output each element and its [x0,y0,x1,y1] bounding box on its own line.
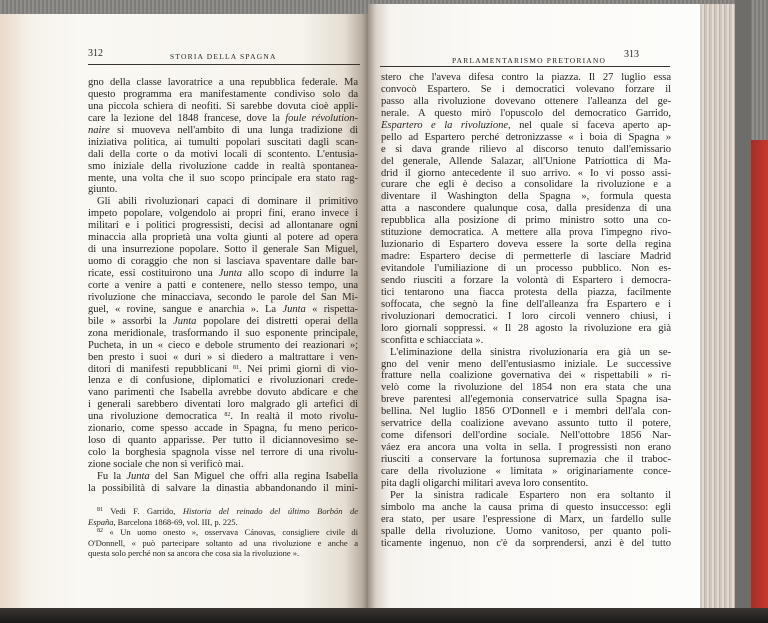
footnote-ref: 82 [224,412,231,419]
text-run: luzionario di Espartero doveva essere la sorte della regina [381,239,671,251]
book-edge-shadow [735,0,751,610]
text-line [381,514,671,526]
text-line [88,101,358,113]
text-run: zionario, come spesso accade in Spagna, fu meno perico- [88,423,358,435]
text-run: sendo riusciti a forzare la volontà di Espartero i democra- [381,274,671,286]
text-line [381,120,671,132]
text-run: , nel quale si faceva aperto ap- [507,119,671,131]
text-run: O'Donnell, « può partecipare soltanto ad una rivoluzione e anche a [88,537,358,548]
text-line [381,168,671,180]
text-line [88,411,358,423]
text-line [88,196,358,208]
text-run: giunto. [88,184,118,196]
italic-text: España [88,516,114,527]
text-run: sconfitta e schiacciata ». [381,334,484,346]
italic-text: Historia del reinado del último Borbón de [182,506,358,516]
text-run: ticamente ingenuo, non c'è da sorprendersi, anzi è del tutto [381,537,671,549]
text-run: spalle della rivoluzione. Uomo vanitoso, per quanto poli- [381,525,671,537]
text-run: convocò Espartero. Se i democratici volevano forzare il [381,83,671,95]
text-run: bellina. Nel luglio 1856 O'Donnell e i membri dell'ala con- [381,406,671,418]
text-run: diventare il Washington della Spagna », formula questa [381,191,671,203]
text-line [381,299,671,311]
italic-text: Espartero e la rivoluzione [381,119,508,131]
text-line [88,268,358,280]
bottom-shadow [0,608,768,623]
text-run: gno della classe lavoratrice a una repubblica federale. Ma [88,77,358,88]
text-line [381,215,671,227]
text-run: rivoluzione che minacciava, secondo le parole del San Mi- [88,291,358,303]
text-line [381,156,671,168]
right-header-rule [380,66,670,67]
text-line [381,179,671,191]
text-run: impeto popolare, volgendolo ai propri fini, erano invece i [88,208,358,220]
text-run: evitandole l'umiliazione di un processo pubblico. Non es- [381,263,671,274]
text-line [88,184,358,196]
text-line [88,173,358,185]
text-line [381,406,671,418]
text-run: nerale. A questo mirò l'opuscolo del democratico Garrido, [381,107,671,119]
text-run: guel, « rovine, sangue e anarchia ». La [88,303,283,315]
text-line [381,84,671,96]
left-running-head: STORIA DELLA SPAGNA [170,52,277,61]
text-line [381,478,671,490]
text-line [88,149,358,161]
text-run: i generali sarebbero diventati loro malgrado gli artefici di [88,399,358,411]
left-footnotes [88,506,358,559]
text-run: Fu la [97,470,127,482]
text-line [381,454,671,466]
text-run: era stato, per usare l'espressione di Marx, un fardello sulle [381,513,671,525]
text-line [381,132,671,144]
text-line [88,364,358,376]
text-run: tici tentarono una fiacca protesta della piazza, facilmente [381,286,671,298]
text-run: iniziativa politica, ai tumulti popolari suscitati dagli scan- [88,136,358,148]
text-line [381,335,671,347]
right-body-text [381,72,671,550]
text-line [88,232,358,244]
text-line [381,287,671,299]
footnote-ref: 82 [97,528,103,535]
footnote-ref: 81 [233,364,239,371]
text-run: questa solo perché non sa ancora che cosa sia la rivoluzione ». [88,548,300,559]
footnote-line [88,506,358,517]
text-run: rivoluzionari democratici. I loro circoli vennero chiusi, i [381,310,671,322]
italic-text: Junta [126,470,150,482]
text-line [381,442,671,454]
text-run: repubblica alla posizione di primo ministro sotto una co- [381,215,671,227]
text-run: ben presto i suoi « duri » si diedero a maltrattare i ven- [88,351,358,363]
footnote-line [88,538,358,549]
text-line [88,340,358,352]
text-run: váez era ancora una volta in sella. I progressisti non erano [381,442,671,454]
text-run: questo programma era manifestamente condiviso solo da [88,88,358,100]
text-run: drid il giorno antecedente il suo arrivo. « Io vi posso assi- [381,167,671,179]
text-line [88,208,358,220]
text-line [88,113,358,125]
text-run: pita dagli oligarchi militari aveva loro consentito. [381,477,589,489]
text-run: loso di quanto apparisse. Per tutto il diciannovesimo se- [88,435,358,447]
text-line [381,96,671,108]
text-run: , Barcelona 1868-69, vol. III, p. 225. [113,516,238,527]
page-stack-edge [700,4,735,610]
text-line [88,375,358,387]
text-line [381,72,671,84]
text-run: smo iniziale della rivoluzione cadde in realtà spontanea- [88,160,358,172]
text-line [88,220,358,232]
italic-text: Junta [173,315,197,327]
text-line [381,538,671,550]
text-run: uomo di coraggio che non si lasciava spaventare dalle bar- [88,256,358,268]
text-run: riusciti a conservare la fortunosa supremazia che il traboc- [381,454,671,465]
text-run: loro giornali soppressi. « Il 28 agosto la rivoluzione era già [381,322,671,334]
text-line [381,430,671,442]
footnote-line [88,527,358,538]
text-run: come difensori dell'ordine sociale. Nell'ottobre 1856 Nar- [381,430,671,442]
text-run: si muoveva nell'ambito di una lunga tradizione di [109,124,358,136]
text-run: pello ad Espartero perché detronizzasse « i boia di Spagna » [381,131,671,143]
text-run: e si dava grande rilievo al discorso tenuto dall'emissario [381,143,671,155]
text-line [381,466,671,478]
text-run: « rispetta- [305,303,358,315]
text-line [88,483,358,495]
text-line [381,239,671,251]
text-line [381,347,671,359]
italic-text: Junta [282,303,306,315]
text-run: « Un uomo onesto », osservava Cánovas, consigliere civile di [102,527,358,538]
text-run: una rivoluzione democratica [88,411,225,423]
text-line [381,418,671,430]
text-run: una piccola schiera di neofiti. Si sarebbe dovuta cioè appli- [88,100,358,112]
book-cover-edge [751,140,768,610]
text-run: . Nei primi giorni di vio- [238,363,358,375]
text-line [381,191,671,203]
text-line [381,108,671,120]
text-run: stituzione democratica. A mettere alla prova l'impegno rivo- [381,227,671,239]
left-header-rule [88,64,360,65]
text-run: atta a nascondere qualunque cosa, dalla presidenza di una [381,203,671,215]
text-run: gno del venir meno dell'entusiasmo iniziale. Le successive [381,358,671,370]
text-run: mente, una volta che il suo scopo principale era stato rag- [88,172,358,184]
text-line [88,256,358,268]
text-run: di una insurrezione popolare. Sotto il generale San Miguel, [88,244,358,256]
text-run: madre: Espartero decise di permetterle di lasciare Madrid [381,251,671,263]
text-run: zione sociale che non si verificò mai. [88,459,244,470]
text-line [381,502,671,514]
text-run: Vedi F. Garrido, [102,506,183,516]
text-run: . In realtà il moto rivolu- [230,411,358,423]
text-run: Per la sinistra radicale Espartero non era soltanto il [390,489,671,501]
text-line [88,399,358,411]
italic-text: naire [88,124,110,136]
text-line [381,227,671,239]
text-run: curare che egli è deciso a consolidare la rivoluzione e a [381,179,671,191]
footnote-ref: 81 [97,507,103,513]
text-run: Gli abili rivoluzionari capaci di dominare il primitivo [97,196,358,208]
text-line [381,251,671,263]
text-run: ricate, essi costituirono una [88,268,219,279]
text-line [381,311,671,323]
text-run: servatrice della coalizione avevano assunto tutto il potere, [381,418,671,430]
text-run: zona meridionale, trasformando il suo esponente principale, [88,327,358,339]
text-line [88,125,358,137]
text-line [88,280,358,292]
text-line [88,387,358,399]
text-run: passo alla rivoluzione dovevano ottenere l'alleanza del ge- [381,95,671,107]
text-line [88,447,358,459]
text-run: ditori di manifesti repubblicani [88,363,234,375]
text-run: simbolo ma anche la causa prima di questo insuccesso: egli [381,501,671,513]
text-line [88,77,358,89]
text-run: L'eliminazione della sinistra rivoluzionaria era già un se- [390,346,671,358]
italic-text: foule révolution- [285,112,358,124]
text-line [381,490,671,502]
text-line [88,304,358,316]
text-line [88,471,358,483]
left-body-text [88,77,358,495]
text-run: lenza e di confusione, diplomatici e rivoluzionari crede- [88,375,358,387]
text-run: fratture nella coalizione governativa dei « rispettabili » ri- [381,370,671,382]
text-line [88,89,358,101]
right-running-head: PARLAMENTARISMO PRETORIANO [452,56,607,65]
text-run: Pucheta, in un « cieco e debole strumento dei reazionari »; [88,339,358,351]
text-run: colo la borghesia spagnola visse nel terrore di una rivolu- [88,447,358,459]
text-line [88,328,358,340]
text-line [88,352,358,364]
text-run: breve parentesi all'egemonia conservatrice sulla Spagna isa- [381,394,671,406]
text-line [381,263,671,275]
text-run: del generale, Allende Salazar, all'Unione Patriottica di Ma- [381,155,671,167]
text-line [88,161,358,173]
text-run: corte a venire a patti e contenere, nello stesso tempo, una [88,279,358,291]
text-line [88,423,358,435]
text-run: care la lezione del 1848 francese, dove la [88,112,286,124]
text-line [88,459,358,471]
text-line [381,370,671,382]
text-run: bile » assorbì la [88,315,174,327]
text-line [381,359,671,371]
footnote-line [88,517,358,528]
text-run: stero che l'aveva difesa contro la piazza. Il 27 luglio essa [381,72,671,83]
text-run: care della rivoluzione « limitata » originariamente conce- [381,465,671,477]
text-run: allo scopo di indurre la [241,268,358,279]
text-run: soffocata, che segnò la fine dell'alleanza fra Espartero e i [381,298,671,310]
text-line [88,435,358,447]
text-run: militari e i politici progressisti, decisi ad allontanare ogni [88,220,358,232]
text-line [381,382,671,394]
text-line [381,323,671,335]
text-line [381,144,671,156]
text-line [381,394,671,406]
text-run: vano parimenti che Isabella avrebbe dovuto abdicare e che [88,387,358,399]
text-run: velò come la rivoluzione del 1854 non era stata che una [381,382,671,394]
text-run: dali della corte o da motivi locali di scontento. L'entusia- [88,148,358,160]
text-line [88,137,358,149]
text-line [88,244,358,256]
left-page-number: 312 [88,48,103,59]
text-line [88,292,358,304]
italic-text: Junta [218,268,242,279]
text-line [381,203,671,215]
text-run: del San Miguel che offrì alla regina Isabella [149,470,358,482]
text-run: popolare dei distretti operai della [196,315,358,327]
text-run: minaccia alla proprietà una volta giunti al potere ad opera [88,232,358,244]
text-run: la possibilità di salvare la dinastia abbandonando il mini- [88,482,358,494]
footnote-line [88,548,358,559]
right-page-number: 313 [624,49,639,60]
text-line [381,526,671,538]
text-line [88,316,358,328]
text-line [381,275,671,287]
